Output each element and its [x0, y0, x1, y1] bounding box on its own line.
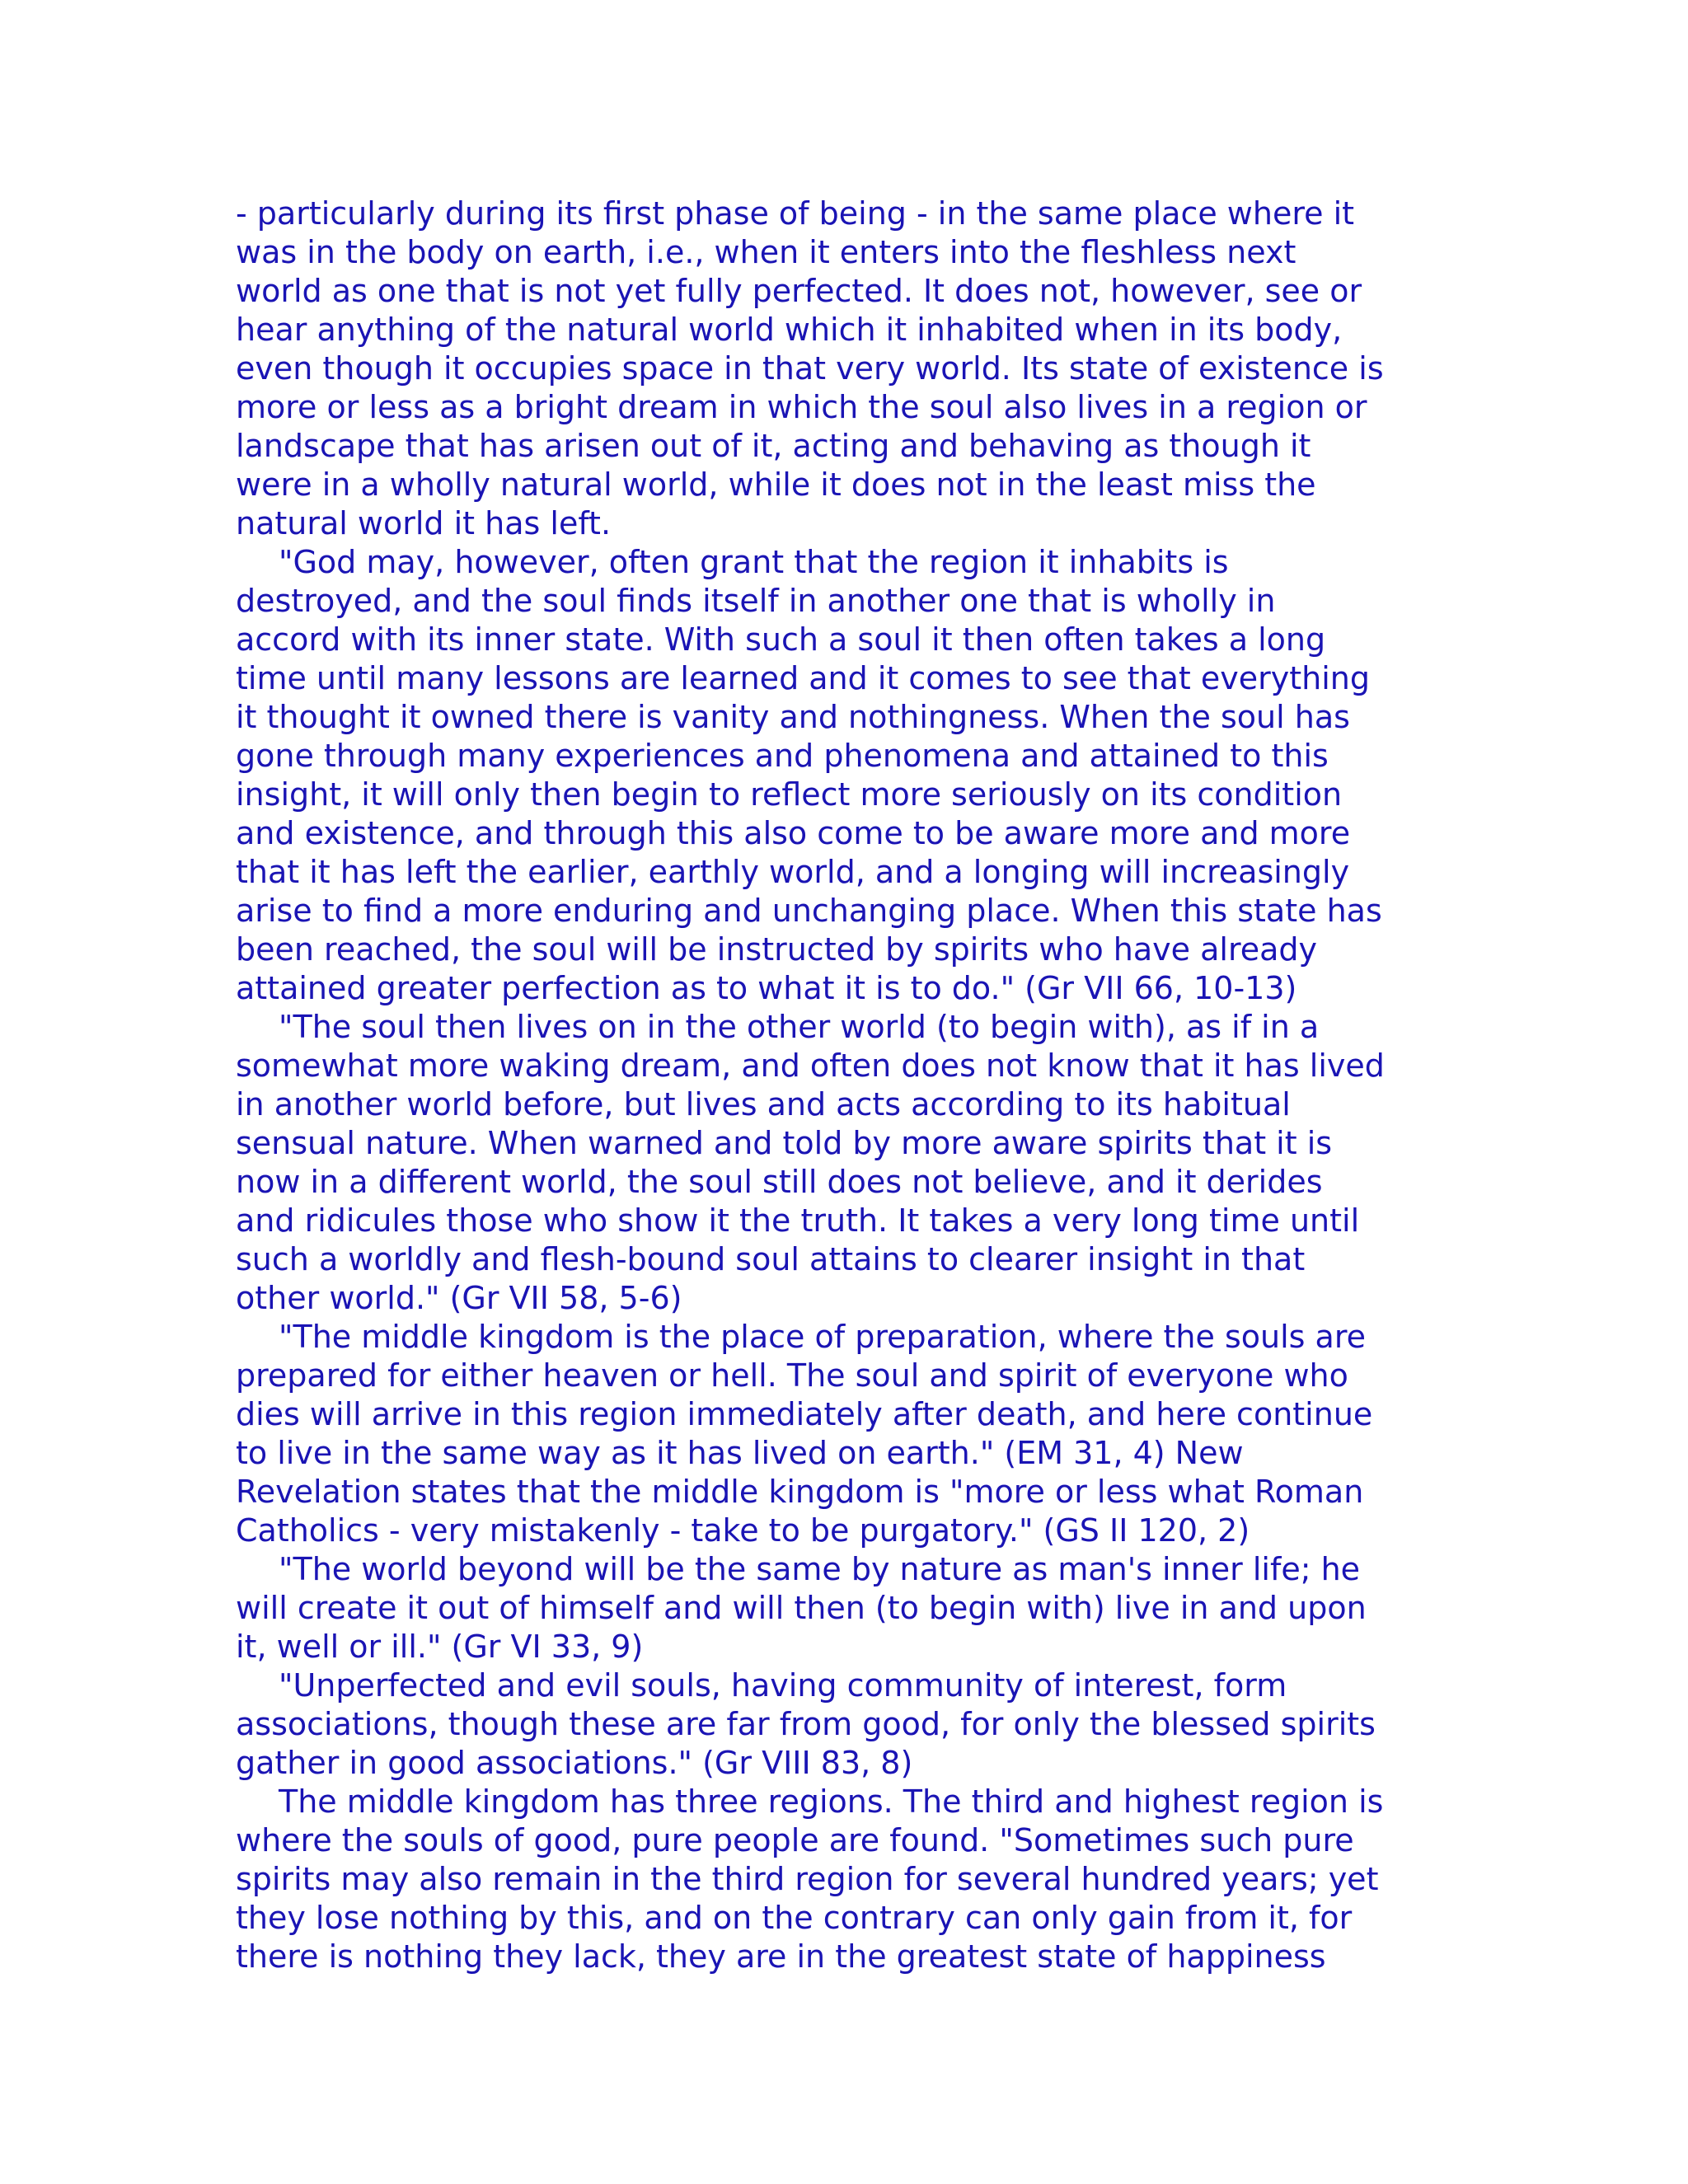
text-line: been reached, the soul will be instructed by spirits who have already: [236, 931, 1318, 968]
text-line: somewhat more waking dream, and often does not know that it has lived: [236, 1047, 1385, 1084]
text-line: even though it occupies space in that very world. Its state of existence is: [236, 350, 1384, 387]
text-line: they lose nothing by this, and on the contrary can only gain from it, for: [236, 1900, 1353, 1936]
text-line: in another world before, but lives and acts according to its habitual: [236, 1086, 1291, 1122]
paragraph-first-line: The middle kingdom has three regions. The third and highest region is: [279, 1783, 1384, 1820]
text-line: natural world it has left.: [236, 505, 612, 541]
paragraph-first-line: "God may, however, often grant that the region it inhabits is: [279, 544, 1229, 580]
paragraph-first-line: "The world beyond will be the same by nature as man's inner life; he: [279, 1551, 1361, 1587]
text-line: to live in the same way as it has lived on earth." (EM 31, 4) New: [236, 1435, 1244, 1471]
text-line: destroyed, and the soul finds itself in another one that is wholly in: [236, 583, 1276, 619]
text-line: arise to find a more enduring and unchanging place. When this state has: [236, 893, 1382, 929]
text-line: insight, it will only then begin to reflect more seriously on its condition: [236, 776, 1343, 813]
text-line: gather in good associations." (Gr VIII 83, 8): [236, 1745, 913, 1781]
text-line: dies will arrive in this region immediately after death, and here continue: [236, 1396, 1373, 1432]
text-line: accord with its inner state. With such a soul it then often takes a long: [236, 621, 1326, 658]
text-line: world as one that is not yet fully perfected. It does not, however, see or: [236, 273, 1362, 309]
text-line: associations, though these are far from good, for only the blessed spirits: [236, 1706, 1376, 1742]
text-line: and existence, and through this also come to be aware more and more: [236, 815, 1351, 851]
text-line: now in a different world, the soul still does not believe, and it derides: [236, 1164, 1323, 1200]
text-line: such a worldly and flesh-bound soul attains to clearer insight in that: [236, 1241, 1306, 1277]
text-line: prepared for either heaven or hell. The soul and spirit of everyone who: [236, 1357, 1348, 1394]
text-line: other world." (Gr VII 58, 5-6): [236, 1280, 682, 1316]
text-line: was in the body on earth, i.e., when it enters into the fleshless next: [236, 234, 1296, 270]
text-line: more or less as a bright dream in which the soul also lives in a region or: [236, 389, 1367, 425]
text-line: attained greater perfection as to what it is to do." (Gr VII 66, 10-13): [236, 970, 1297, 1006]
text-line: time until many lessons are learned and it comes to see that everything: [236, 660, 1370, 696]
text-line: will create it out of himself and will then (to begin with) live in and upon: [236, 1590, 1367, 1626]
text-line: - particularly during its first phase of being - in the same place where it: [236, 195, 1355, 232]
text-line: there is nothing they lack, they are in the greatest state of happiness: [236, 1938, 1326, 1975]
text-line: sensual nature. When warned and told by more aware spirits that it is: [236, 1125, 1333, 1161]
text-line: it, well or ill." (Gr VI 33, 9): [236, 1629, 644, 1665]
paragraph-first-line: "The middle kingdom is the place of preparation, where the souls are: [279, 1319, 1366, 1355]
text-line: were in a wholly natural world, while it does not in the least miss the: [236, 466, 1316, 503]
text-line: landscape that has arisen out of it, acting and behaving as though it: [236, 428, 1311, 464]
text-line: that it has left the earlier, earthly world, and a longing will increasingly: [236, 854, 1350, 890]
text-line: and ridicules those who show it the truth. It takes a very long time until: [236, 1202, 1360, 1239]
text-line: Revelation states that the middle kingdom is "more or less what Roman: [236, 1474, 1364, 1510]
text-line: Catholics - very mistakenly - take to be purgatory." (GS II 120, 2): [236, 1512, 1250, 1549]
document-body-text: [236, 194, 1472, 1976]
text-line: it thought it owned there is vanity and nothingness. When the soul has: [236, 699, 1350, 735]
paragraph-first-line: "Unperfected and evil souls, having community of interest, form: [279, 1667, 1287, 1704]
text-line: spirits may also remain in the third region for several hundred years; yet: [236, 1861, 1379, 1897]
paragraph-first-line: "The soul then lives on in the other world (to begin with), as if in a: [279, 1009, 1320, 1045]
text-line: hear anything of the natural world which it inhabited when in its body,: [236, 312, 1343, 348]
text-line: where the souls of good, pure people are found. "Sometimes such pure: [236, 1822, 1354, 1858]
text-line: gone through many experiences and phenomena and attained to this: [236, 738, 1329, 774]
